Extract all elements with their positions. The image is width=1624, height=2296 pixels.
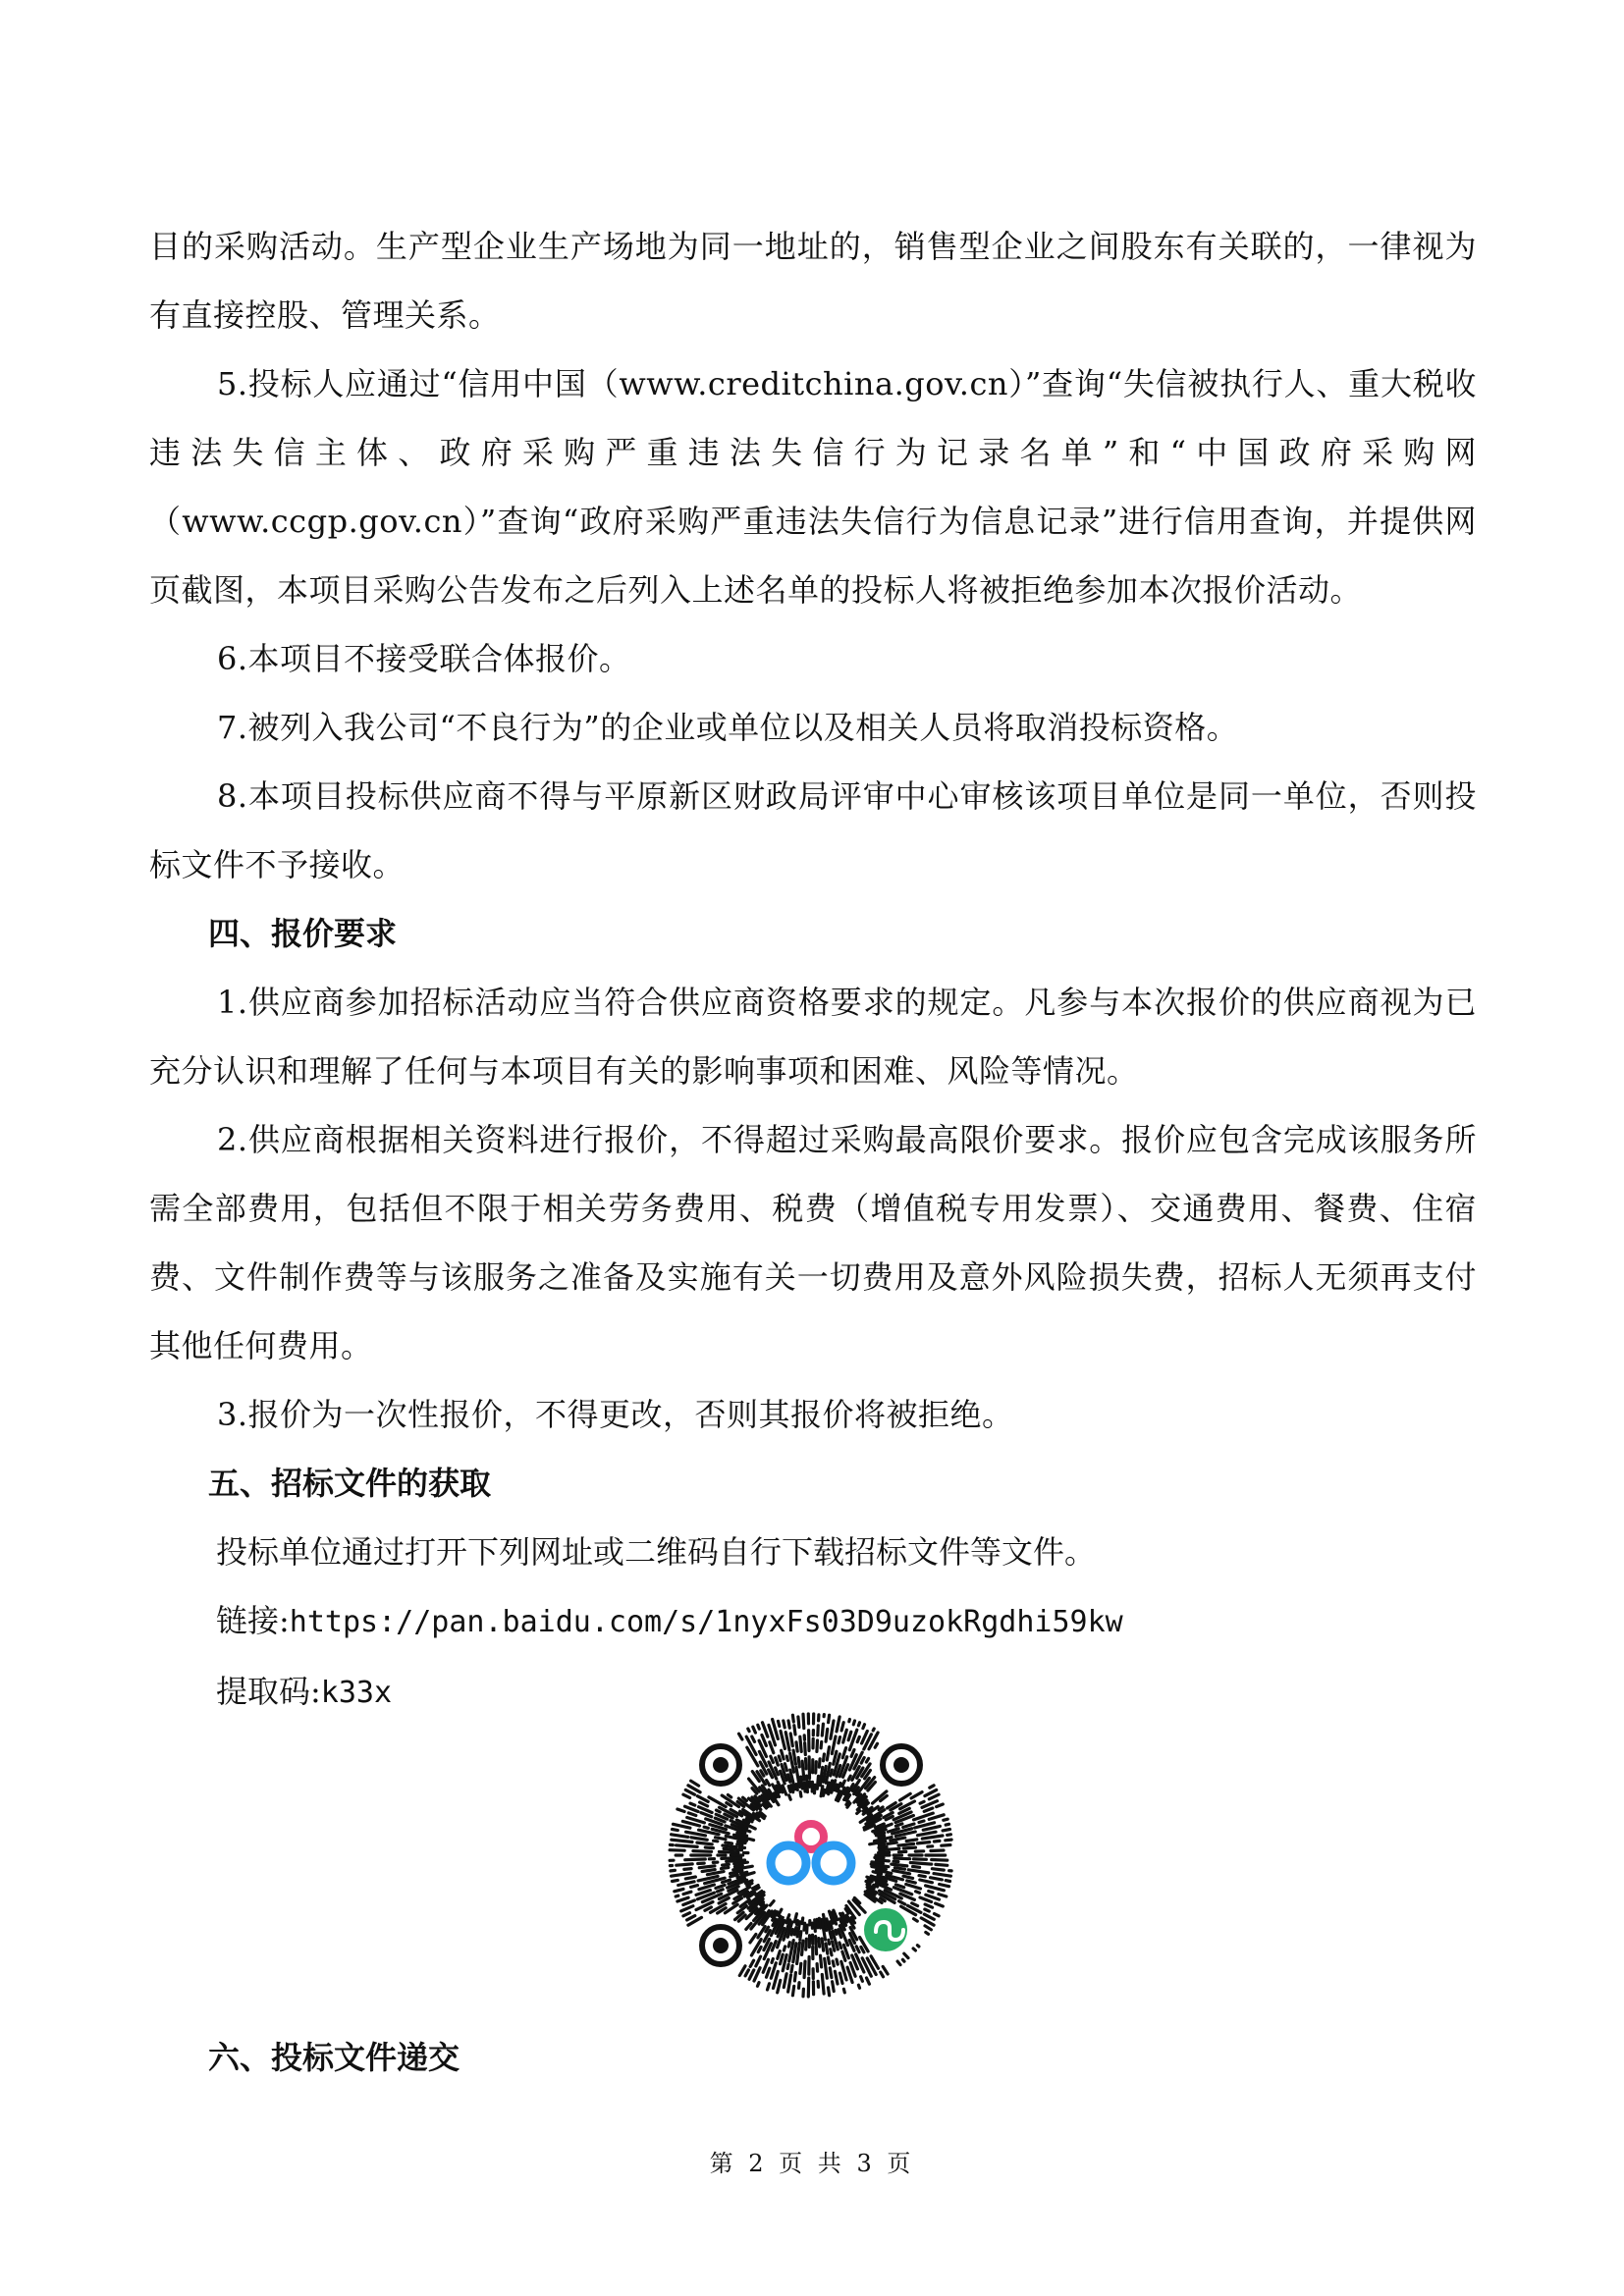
page-content <box>149 212 1477 1728</box>
paragraph-item-7: 7.被列入我公司“不良行为”的企业或单位以及相关人员将取消投标资格。 <box>217 709 1239 746</box>
section-6-heading: 六、投标文件递交 <box>208 2039 460 2076</box>
mini-program-qr-code[interactable] <box>664 1708 958 2002</box>
qr-finder-top-right <box>883 1746 920 1784</box>
download-link-line <box>149 1586 1477 1657</box>
code-label: 提取码: <box>216 1673 321 1710</box>
section-4-item-1: 1.供应商参加招标活动应当符合供应商资格要求的规定。凡参与本次报价的供应商视为已充分认识和理解了任何与本项目有关的影响事项和困难、风险等情况。 <box>149 984 1477 1090</box>
download-link[interactable]: https://pan.baidu.com/s/1nyxFs03D9uzokRgdhi59kw <box>289 1605 1123 1639</box>
section-4-heading: 四、报价要求 <box>208 915 398 952</box>
section-5-intro: 投标单位通过打开下列网址或二维码自行下载招标文件等文件。 <box>216 1533 1097 1571</box>
section-4-item-2: 2.供应商根据相关资料进行报价，不得超过采购最高限价要求。报价应包含完成该服务所需全部费用，包括但不限于相关劳务费用、税费（增值税专用发票）、交通费用、餐费、住宿费、文件制作费等与该服务之准备及实施有关一切费用及意外风险损失费，招标人无须再支付其他任何费用。 <box>149 1121 1477 1364</box>
page-footer: 第 2 页 共 3 页 <box>709 2150 915 2177</box>
link-label: 链接: <box>216 1602 290 1639</box>
paragraph-item-8: 8.本项目投标供应商不得与平原新区财政局评审中心审核该项目单位是同一单位，否则投标文件不予接收。 <box>149 777 1477 883</box>
section-4-item-3: 3.报价为一次性报价，不得更改，否则其报价将被拒绝。 <box>217 1396 1014 1433</box>
extraction-code: k33x <box>320 1676 393 1710</box>
qr-finder-bottom-left <box>702 1927 739 1964</box>
paragraph-item-6: 6.本项目不接受联合体报价。 <box>217 640 631 677</box>
baidu-netdisk-logo-icon <box>758 1802 864 1908</box>
section-5-heading: 五、招标文件的获取 <box>208 1465 492 1502</box>
mini-program-badge-icon <box>864 1908 907 1951</box>
paragraph-continuation: 目的采购活动。生产型企业生产场地为同一地址的，销售型企业之间股东有关联的，一律视为有直接控股、管理关系。 <box>149 228 1477 334</box>
qr-code-graphic <box>664 1708 958 2002</box>
qr-finder-top-left <box>702 1746 739 1784</box>
paragraph-item-5: 5.投标人应通过“信用中国（www.creditchina.gov.cn）”查询“失信被执行人、重大税收违法失信主体、政府采购严重违法失信行为记录名单”和“中国政府采购网（www.ccgp.gov.cn）”查询“政府采购严重违法失信行为信息记录”进行信用查询，并提供网页截图，本项目采购公告发布之后列入上述名单的投标人将被拒绝参加本次报价活动。 <box>149 365 1477 609</box>
